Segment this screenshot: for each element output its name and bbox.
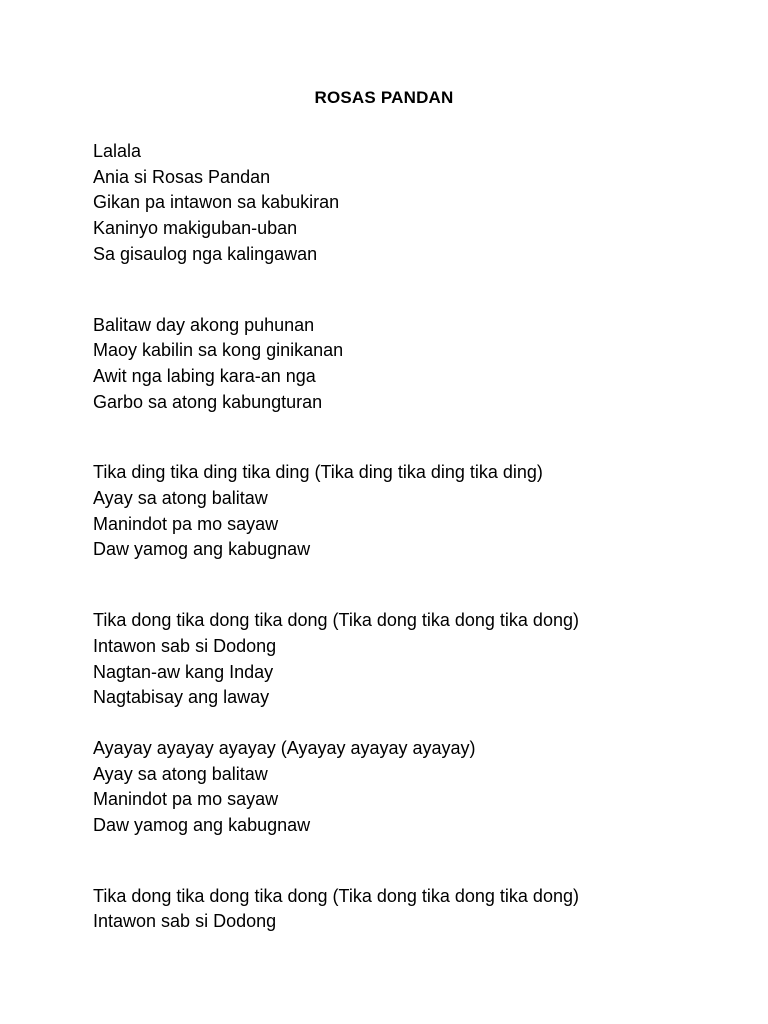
stanza-spacer xyxy=(93,563,733,608)
stanza-5 xyxy=(93,736,733,839)
lyric-line: Garbo sa atong kabungturan xyxy=(93,391,323,412)
lyric-line: Nagtabisay ang laway xyxy=(93,687,270,708)
lyric-line: Daw yamog ang kabugnaw xyxy=(93,815,311,836)
lyric-line: Manindot pa mo sayaw xyxy=(93,789,279,810)
stanza-spacer xyxy=(93,711,733,736)
lyric-line: Nagtan-aw kang Inday xyxy=(93,661,274,682)
stanza-4 xyxy=(93,608,733,711)
lyric-line: Maoy kabilin sa kong ginikanan xyxy=(93,340,344,361)
stanza-spacer xyxy=(93,415,733,460)
lyric-line: Intawon sab si Dodong xyxy=(93,911,277,932)
lyric-line: Lalala xyxy=(93,141,142,161)
lyric-line: Manindot pa mo sayaw xyxy=(93,513,279,534)
lyric-line: Intawon sab si Dodong xyxy=(93,635,277,656)
lyric-line: Balitaw day akong puhunan xyxy=(93,314,315,335)
lyric-line: Tika dong tika dong tika dong (Tika dong tika dong tika dong) xyxy=(93,610,579,631)
stanza-6 xyxy=(93,884,733,935)
stanza-spacer xyxy=(93,268,733,313)
stanza-3 xyxy=(93,460,733,563)
stanza-1 xyxy=(93,139,733,268)
lyrics-body xyxy=(93,139,733,935)
lyric-line: Ayayay ayayay ayayay (Ayayay ayayay ayayay) xyxy=(93,737,476,758)
page-title: ROSAS PANDAN xyxy=(314,88,454,107)
lyric-line: Tika dong tika dong tika dong (Tika dong tika dong tika dong) xyxy=(93,885,579,906)
stanza-spacer xyxy=(93,839,733,884)
lyric-line: Ayay sa atong balitaw xyxy=(93,763,268,784)
lyric-line: Sa gisaulog nga kalingawan xyxy=(93,243,318,264)
lyric-line: Ania si Rosas Pandan xyxy=(93,166,271,187)
lyric-line: Tika ding tika ding tika ding (Tika ding tika ding tika ding) xyxy=(93,462,543,483)
lyric-line: Kaninyo makiguban-uban xyxy=(93,218,298,239)
lyric-line: Awit nga labing kara-an nga xyxy=(93,365,316,386)
lyric-line: Gikan pa intawon sa kabukiran xyxy=(93,192,340,213)
lyric-line: Ayay sa atong balitaw xyxy=(93,488,268,509)
stanza-2 xyxy=(93,313,733,416)
lyric-line: Daw yamog ang kabugnaw xyxy=(93,539,311,560)
